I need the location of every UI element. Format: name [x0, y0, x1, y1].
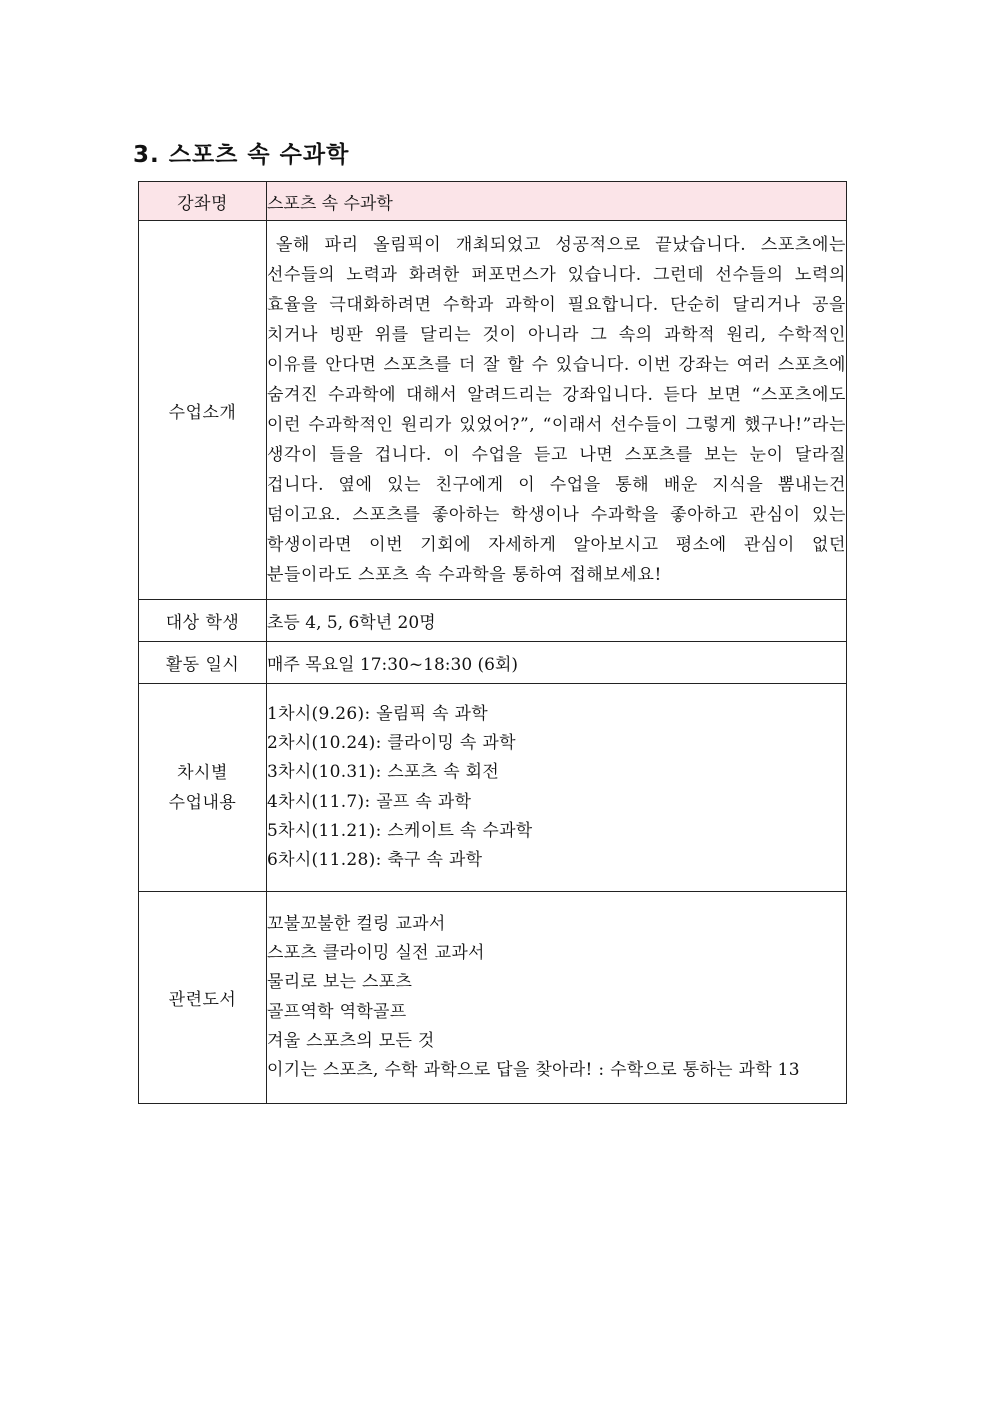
sessions-label [139, 684, 267, 892]
book-item: 겨울 스포츠의 모든 것 [267, 1030, 435, 1051]
schedule-row [139, 642, 847, 684]
session-item: 3차시(10.31): 스포츠 속 회전 [267, 762, 500, 783]
sessions-cell [267, 684, 847, 892]
related-books-cell [267, 892, 847, 1104]
session-item: 5차시(11.21): 스케이트 속 수과학 [267, 820, 533, 841]
related-books-label: 관련도서 [139, 892, 267, 1104]
book-item: 물리로 보는 스포츠 [267, 972, 413, 993]
course-name-value: 스포츠 속 수과학 [267, 182, 847, 221]
course-info-table [138, 181, 847, 1104]
book-item: 이기는 스포츠, 수학 과학으로 답을 찾아라! : 수학으로 통하는 과학 13 [267, 1059, 800, 1080]
session-item: 2차시(10.24): 클라이밍 속 과학 [267, 733, 516, 754]
schedule-value: 매주 목요일 17:30~18:30 (6회) [267, 642, 847, 684]
related-books-row [139, 892, 847, 1104]
course-intro-row [139, 221, 847, 600]
book-item: 스포츠 클라이밍 실전 교과서 [267, 943, 485, 964]
course-name-label: 강좌명 [139, 182, 267, 221]
target-students-row [139, 600, 847, 642]
book-item: 꼬불꼬불한 컬링 교과서 [267, 913, 446, 934]
sessions-label-line2: 수업내용 [168, 792, 237, 813]
schedule-label: 활동 일시 [139, 642, 267, 684]
session-item: 6차시(11.28): 축구 속 과학 [267, 849, 483, 870]
target-students-label: 대상 학생 [139, 600, 267, 642]
sessions-list [267, 700, 846, 875]
section-title: 3. 스포츠 속 수과학 [133, 142, 350, 168]
course-intro-body: 올해 파리 올림픽이 개최되었고 성공적으로 끝났습니다. 스포츠에는 선수들의 노력과 화려한 퍼포먼스가 있습니다. 그런데 선수들의 노력의 효율을 극대화하려면 수학과 과학이 필요합니다. 단순히 달리거나 공을 치거나 빙판 위를 달리는 것이 아니라 그 속의 과학적 원리, 수학적인 이유를 안다면 스포츠를 더 잘 할 수 있습니다. 이번 강좌는 여러 스포츠에 숨겨진 수과학에 대해서 알려드리는 강좌입니다. 듣다 보면 “스포츠에도 이런 수과학적인 원리가 있었어?”, “이래서 선수들이 그렇게 했구나!”라는 생각이 들을 겁니다. 이 수업을 듣고 나면 스포츠를 보는 눈이 달라질 겁니다. 옆에 있는 친구에게 이 수업을 통해 배운 지식을 뽐내는건 덤이고요. 스포츠를 좋아하는 학생이나 수과학을 좋아하고 관심이 있는 학생이라면 이번 기회에 자세하게 알아보시고 평소에 관심이 없던 분들이라도 스포츠 속 수과학을 통하여 접해보세요! [267, 235, 846, 585]
book-item: 골프역학 역학골프 [267, 1001, 407, 1022]
course-name-row [139, 182, 847, 221]
course-intro-cell [267, 221, 847, 600]
course-intro-text [267, 230, 846, 590]
related-books-list [267, 910, 846, 1085]
target-students-value: 초등 4, 5, 6학년 20명 [267, 600, 847, 642]
session-item: 4차시(11.7): 골프 속 과학 [267, 791, 472, 812]
sessions-row [139, 684, 847, 892]
sessions-label-line1: 차시별 [177, 762, 228, 783]
course-intro-label: 수업소개 [139, 221, 267, 600]
session-item: 1차시(9.26): 올림픽 속 과학 [267, 703, 488, 724]
